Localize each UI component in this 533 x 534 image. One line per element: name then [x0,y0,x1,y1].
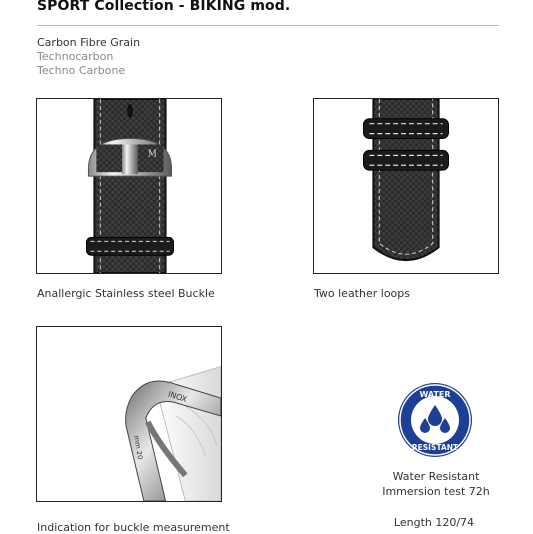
buckle-closeup-image [37,327,221,501]
immersion-test-label: Immersion test 72h [382,485,490,498]
buckle-measurement-photo [36,326,222,502]
badge-top-text: WATER [419,390,451,399]
buckle-photo [36,98,222,274]
loops-strap-image [314,99,498,273]
measurement-caption: Indication for buckle measurement [37,521,230,534]
title-divider [37,25,499,26]
material-name-alt: Technocarbon [37,50,114,63]
engraving-size: mm 20 [131,434,145,461]
engraving-inox: INOX [166,389,189,405]
water-resistant-badge [397,382,473,458]
loops-caption: Two leather loops [314,287,410,300]
material-name: Carbon Fibre Grain [37,36,141,49]
buckle-caption: Anallergic Stainless steel Buckle [37,287,215,300]
loops-photo [313,98,499,274]
material-name-fr: Techno Carbone [37,64,126,77]
water-resistant-label: Water Resistant [392,470,480,483]
length-label: Length 120/74 [393,516,475,529]
buckle-logo: M [147,149,157,160]
page-title: SPORT Collection - BIKING mod. [37,0,291,14]
badge-bottom-text: RESISTANT [411,443,459,452]
buckle-strap-image [37,99,221,273]
water-drops-icon [397,382,473,458]
